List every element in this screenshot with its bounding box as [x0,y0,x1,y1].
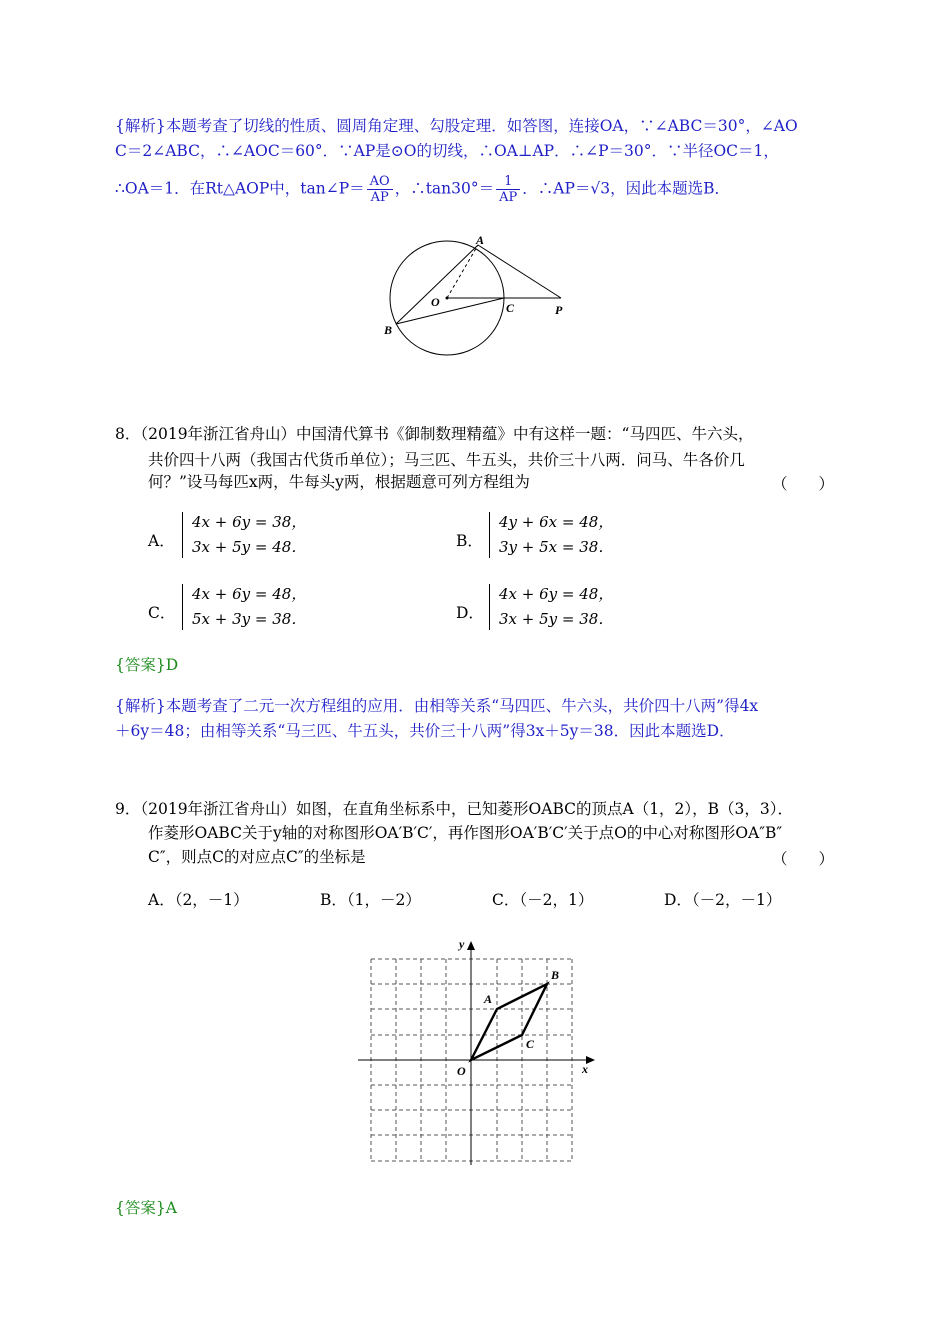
q8-option-a-label[interactable]: A． [148,532,175,550]
q8-stem-line-1: 8．（2019年浙江省舟山）中国清代算书《御制数理精蕴》中有这样一题：“马四匹、牛六头， [115,425,754,443]
brace [182,512,191,558]
q9-stem-line-1: 9．（2019年浙江省舟山）如图，在直角坐标系中，已知菱形OABC的顶点A（1，2），B（3，3）． [115,800,794,818]
segment-oa-dashed [447,245,478,298]
q9-stem-line-2: 作菱形OABC关于y轴的对称图形OA′B′C′，再作图形OA′B′C′关于点O的中心对称图形OA″B″ [148,824,783,842]
segment-ap [478,245,561,298]
q8-stem-line-2: 共价四十八两（我国古代货币单位）；马三匹、牛五头，共价三十八两．问马、牛各价几 [148,451,745,469]
q8-analysis-line-2: ＋6y＝48；由相等关系“马三匹、牛五头，共价三十八两”得3x＋5y＝38．因此本题选D． [115,722,735,740]
label-y-axis: y [459,937,465,951]
q7-fraction-1-ap [496,174,520,205]
q7-analysis-line-2: C＝2∠ABC，∴∠AOC＝60°．∵AP是⊙O的切线，∴OA⊥AP．∴∠P＝30°．∵半径OC＝1， [115,142,779,160]
q8-analysis-line-1: {解析}本题考查了二元一次方程组的应用．由相等关系“马四匹、牛六头，共价四十八两”得4x [115,697,759,715]
q9-option-d[interactable]: D．（－2，－1） [664,891,782,909]
equation-1: 4x + 6y = 48， [192,585,307,603]
equation-2: 3x + 5y = 38． [499,610,614,628]
q7-analysis-line-3 [115,174,730,205]
center-point-o [446,297,449,300]
q9-answer-blank: （ ） [772,850,835,868]
q9-option-c[interactable]: C．（－2，1） [492,891,594,909]
q8-answer-blank: （ ） [772,475,835,493]
q9-stem-line-3: C″，则点C的对应点C″的坐标是 [148,848,366,866]
brace [489,512,498,558]
q8-option-d-system[interactable] [489,582,613,632]
equation-2: 3y + 5x = 38． [499,538,614,556]
label-a: A [484,992,493,1006]
q9-option-a[interactable]: A．（2，－1） [148,891,249,909]
label-p: P [555,303,563,317]
q8-option-a-system[interactable] [182,510,306,560]
equation-1: 4y + 6x = 48， [499,513,614,531]
frac-denominator: AP [370,190,389,205]
q8-option-b-system[interactable] [489,510,613,560]
label-o: O [457,1064,466,1078]
segment-bc [396,298,504,324]
label-x-axis: x [582,1062,588,1076]
equation-1: 4x + 6y = 48， [499,585,614,603]
q9-option-b[interactable]: B．（1，－2） [320,891,421,909]
q7-analysis-line-1: {解析}本题考查了切线的性质、圆周角定理、勾股定理．如答图，连接OA，∵∠ABC＝30°，∠AO [115,117,798,135]
label-c: C [506,301,515,315]
label-a: A [476,233,485,247]
label-b: B [384,323,393,337]
q8-answer: {答案}D [115,656,179,674]
label-o: O [431,295,440,309]
label-c: C [526,1037,535,1051]
brace [182,584,191,630]
frac-denominator: AP [499,190,518,205]
frac-numerator: AO [367,174,393,190]
q8-option-c-label[interactable]: C． [148,604,176,622]
label-b: B [551,968,560,982]
q7-analysis-line-3b: ，∴tan30°＝ [394,179,495,198]
q9-answer: {答案}A [115,1199,177,1217]
q7-analysis-line-3c: ．∴AP＝√3，因此本题选B． [522,179,731,198]
q7-circle-figure [380,232,580,362]
q9-coordinate-figure [355,935,600,1167]
rhombus-oabc [471,984,547,1060]
equation-2: 3x + 5y = 48． [192,538,307,556]
equation-1: 4x + 6y = 38， [192,513,307,531]
segment-ba [396,245,478,324]
equation-2: 5x + 3y = 38． [192,610,307,628]
q8-option-d-label[interactable]: D． [456,604,484,622]
y-axis-arrow [467,941,475,950]
q8-option-b-label[interactable]: B． [456,532,483,550]
q7-fraction-ao-ap [367,174,393,205]
q8-option-c-system[interactable] [182,582,306,632]
frac-numerator: 1 [496,174,520,190]
q8-stem-line-3: 何？”设马每匹x两，牛每头y两，根据题意可列方程组为 [148,473,530,491]
brace [489,584,498,630]
q7-analysis-line-3a: ∴OA＝1．在Rt△AOP中，tan∠P＝ [115,179,365,198]
